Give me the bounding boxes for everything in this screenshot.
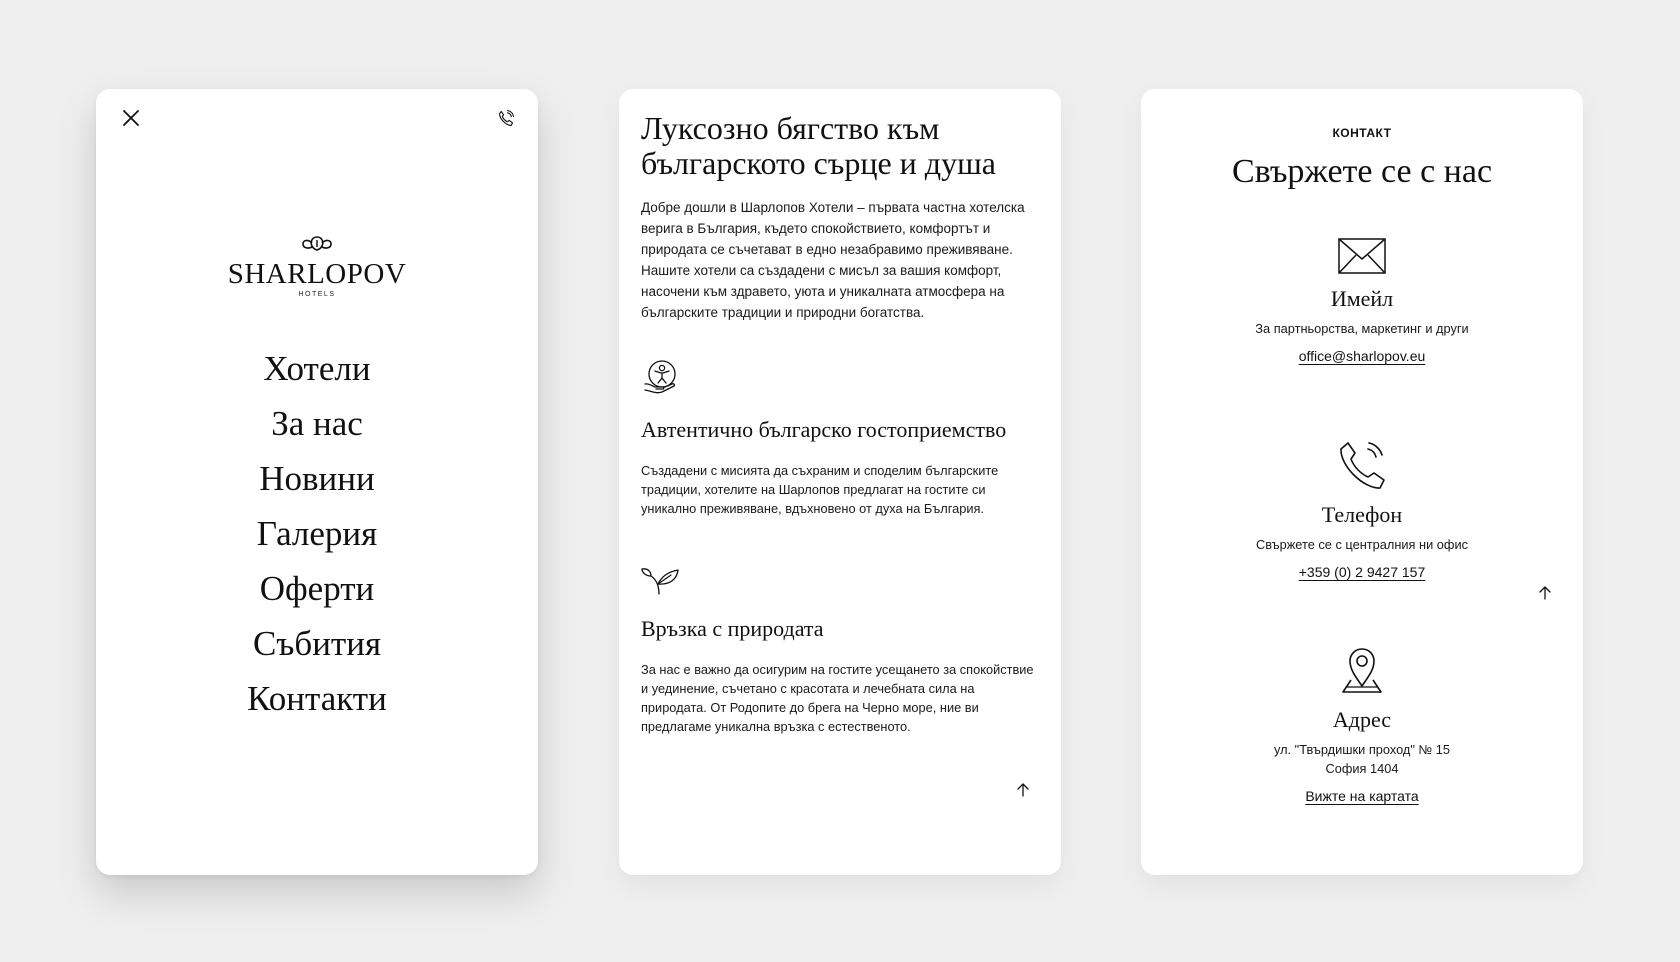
close-menu-button[interactable]: [116, 103, 146, 133]
phone-heading: Телефон: [1321, 502, 1403, 527]
envelope-icon: [1337, 237, 1387, 275]
address-section: [1141, 646, 1583, 806]
close-icon: [116, 103, 146, 133]
arrow-up-icon: [1537, 585, 1553, 601]
about-title: Луксозно бягство към българското сърце и душа: [641, 110, 996, 181]
leaf-icon: [641, 560, 681, 600]
nav-item-events[interactable]: Събития: [252, 624, 382, 663]
nav-item-offers[interactable]: Оферти: [259, 569, 375, 608]
mobile-menu-screen: [96, 89, 538, 875]
logo-subtitle: HOTELS: [298, 291, 336, 298]
feature-text-nature: За нас е важно да осигурим на гостите усещането за спокойствие и уединение, съчетано с красотата и лечебната сила на природата. От Родопите до брега на Черно море, ние ви предлагаме уникална връзка с естественото.: [641, 662, 1034, 734]
main-navigation: [96, 341, 538, 726]
nav-item-about[interactable]: За нас: [271, 404, 363, 443]
phone-icon: [496, 109, 516, 129]
feature-title-nature: Връзка с природата: [641, 616, 824, 641]
nav-item-contacts[interactable]: Контакти: [247, 679, 387, 718]
phone-link[interactable]: +359 (0) 2 9427 157: [1298, 564, 1426, 580]
email-heading: Имейл: [1330, 286, 1394, 311]
section-label: КОНТАКТ: [1332, 126, 1392, 140]
arrow-up-icon: [1015, 782, 1031, 798]
email-link[interactable]: office@sharlopov.eu: [1298, 348, 1426, 364]
logo-wordmark: SHARLOPOV: [227, 258, 407, 290]
address-line-1: ул. "Твърдишки проход" № 15: [1273, 742, 1451, 757]
nav-item-gallery[interactable]: Галерия: [256, 514, 378, 553]
contact-screen: [1141, 89, 1583, 875]
call-button[interactable]: [496, 109, 516, 129]
view-map-link[interactable]: Вижте на картата: [1305, 788, 1419, 804]
about-content: [641, 111, 1039, 736]
email-description: За партньорства, маркетинг и други: [1255, 321, 1469, 336]
about-screen: [619, 89, 1061, 875]
address-line-2: София 1404: [1325, 761, 1399, 776]
brand-logo[interactable]: [96, 233, 538, 298]
phone-icon: [1337, 439, 1387, 491]
scroll-to-top-button[interactable]: [1015, 782, 1031, 798]
feature-text-hospitality: Създадени с мисията да съхраним и споделим българските традиции, хотелите на Шарлопов предлагат на гостите си уникално преживяване, вдъхновено от духа на България.: [641, 463, 999, 516]
email-section: [1141, 237, 1583, 366]
address-heading: Адрес: [1332, 707, 1392, 732]
phone-description: Свържете се с централния ни офис: [1256, 537, 1468, 552]
map-pin-icon: [1337, 646, 1387, 696]
contact-title: Свържете се с нас: [1231, 153, 1493, 190]
about-intro: Добре дошли в Шарлопов Хотели – първата частна хотелска верига в България, където спокойствието, комфортът и природата се съчетават в едно незабравимо преживяване. Нашите хотели са създадени с мисъл за вашия комфорт, насочени към здравето, уюта и уникалната атмосфера на българските традиции и природни богатства.: [641, 200, 1025, 320]
scroll-to-top-button[interactable]: [1537, 585, 1553, 601]
hospitality-icon: [641, 357, 681, 397]
logo-emblem-icon: [300, 233, 334, 255]
nav-item-news[interactable]: Новини: [259, 459, 375, 498]
feature-title-hospitality: Автентично българско гостоприемство: [641, 417, 1007, 442]
nav-item-hotels[interactable]: Хотели: [263, 349, 371, 388]
phone-section: [1141, 439, 1583, 582]
